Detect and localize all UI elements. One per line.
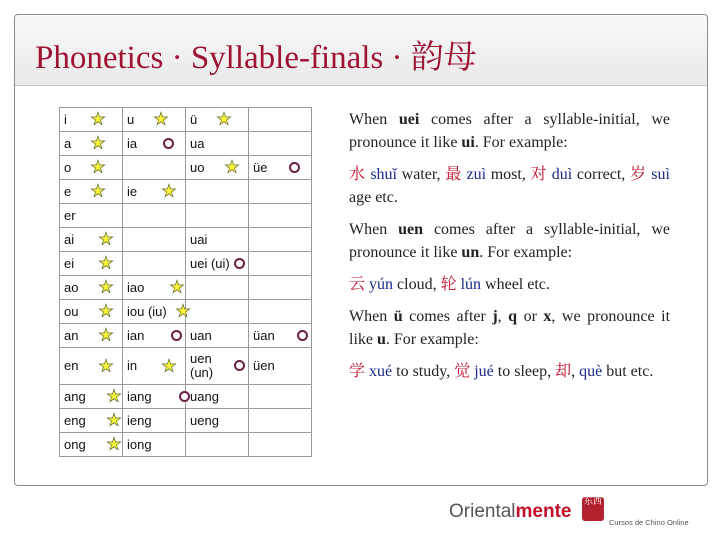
table-cell <box>249 385 312 409</box>
final-label: ia <box>127 136 138 151</box>
final-label: ian <box>127 328 145 343</box>
star-icon <box>98 255 114 271</box>
table-row <box>60 385 312 409</box>
table-cell <box>60 324 123 348</box>
table-cell <box>186 348 249 385</box>
final-label: i <box>64 112 67 127</box>
final-label: a <box>64 136 72 151</box>
table-cell <box>249 108 312 132</box>
table-cell <box>186 300 249 324</box>
star-icon <box>90 183 106 199</box>
star-icon <box>98 279 114 295</box>
table-row <box>60 348 312 385</box>
table-cell <box>249 348 312 385</box>
text-run: , <box>571 363 580 380</box>
bold-term: q <box>508 308 518 325</box>
table-cell <box>123 385 186 409</box>
table-cell <box>249 409 312 433</box>
table-row <box>60 324 312 348</box>
text-run: cloud, <box>393 276 441 293</box>
pinyin: què <box>579 363 603 380</box>
star-icon <box>90 135 106 151</box>
hanzi: 云 <box>349 276 366 293</box>
table-cell <box>60 228 123 252</box>
final-label: eng <box>64 413 86 428</box>
star-icon <box>90 111 106 127</box>
final-label: ang <box>64 389 86 404</box>
bold-term: ui <box>461 134 475 151</box>
star-fill <box>100 233 112 245</box>
final-label: ou <box>64 304 79 319</box>
stamp-text: 东西 <box>583 497 602 507</box>
star-fill <box>155 113 167 125</box>
star-icon <box>106 388 122 404</box>
star-fill <box>100 360 112 372</box>
final-label: uen (un) <box>190 351 214 380</box>
star-icon <box>224 159 240 175</box>
final-label: ü <box>190 112 198 127</box>
table-cell <box>249 204 312 228</box>
bold-term: un <box>461 244 480 261</box>
table-row <box>60 252 312 276</box>
paragraph-u-umlaut-examples <box>349 360 670 383</box>
star-icon <box>106 412 122 428</box>
final-label: ai <box>64 232 75 247</box>
table-cell <box>123 204 186 228</box>
text-run: When <box>349 308 394 325</box>
final-label: uo <box>190 160 205 175</box>
hanzi: 最 <box>445 166 462 183</box>
table-row <box>60 180 312 204</box>
table-cell <box>186 132 249 156</box>
circle-icon <box>163 138 174 149</box>
star-fill <box>100 305 112 317</box>
star-fill <box>92 185 104 197</box>
text-run: comes after <box>402 308 493 325</box>
text-run: When <box>349 221 399 238</box>
final-label: iou (iu) <box>127 304 167 319</box>
star-fill <box>100 257 112 269</box>
star-icon <box>98 327 114 343</box>
bold-term: x <box>543 308 552 325</box>
table-cell <box>60 132 123 156</box>
paragraph-uen <box>349 218 670 264</box>
star-icon <box>106 436 122 452</box>
text-run: but etc. <box>602 363 654 380</box>
star-icon <box>169 279 185 295</box>
star-fill <box>92 161 104 173</box>
hanzi: 对 <box>530 166 548 183</box>
final-label: iao <box>127 280 145 295</box>
bold-term: ü <box>393 308 403 325</box>
star-fill <box>100 329 112 341</box>
table-cell <box>60 276 123 300</box>
final-label: an <box>64 328 79 343</box>
final-label: uai <box>190 232 208 247</box>
table-cell <box>123 409 186 433</box>
table-row <box>60 108 312 132</box>
text-run: wheel etc. <box>481 276 550 293</box>
star-fill <box>171 281 183 293</box>
table-cell <box>249 324 312 348</box>
final-label: üen <box>253 358 275 373</box>
table-cell <box>186 204 249 228</box>
hanzi: 却 <box>555 363 572 380</box>
table-row <box>60 409 312 433</box>
table-row <box>60 156 312 180</box>
circle-icon <box>234 258 245 269</box>
circle-icon <box>171 330 182 341</box>
table-cell <box>123 276 186 300</box>
hanzi: 学 <box>349 363 366 380</box>
star-fill <box>92 113 104 125</box>
final-label: ei <box>64 256 75 271</box>
table-row <box>60 204 312 228</box>
table-cell <box>123 300 186 324</box>
table-cell <box>186 252 249 276</box>
text-run: , <box>497 308 509 325</box>
text-run: When <box>349 111 399 128</box>
table-cell <box>60 108 123 132</box>
pinyin: suì <box>651 166 670 183</box>
table-cell <box>123 324 186 348</box>
table-cell <box>186 433 249 457</box>
final-label: ie <box>127 184 138 199</box>
table-cell <box>249 276 312 300</box>
table-cell <box>249 300 312 324</box>
star-fill <box>108 438 120 450</box>
table-cell <box>249 180 312 204</box>
table-cell <box>60 433 123 457</box>
table-cell <box>123 348 186 385</box>
table-cell <box>249 156 312 180</box>
pinyin: zuì <box>466 166 487 183</box>
bold-term: j <box>492 308 498 325</box>
bold-term: uen <box>398 221 424 238</box>
text-run: . For example: <box>474 134 568 151</box>
table-cell <box>123 252 186 276</box>
table-cell <box>123 132 186 156</box>
table-cell <box>186 409 249 433</box>
final-label: iang <box>127 389 152 404</box>
hanzi: 岁 <box>629 166 647 183</box>
text-run: . For example: <box>385 331 479 348</box>
final-label: ao <box>64 280 79 295</box>
star-icon <box>98 358 114 374</box>
table-row <box>60 132 312 156</box>
hanzi: 觉 <box>454 363 471 380</box>
table-cell <box>60 156 123 180</box>
table-cell <box>186 324 249 348</box>
star-icon <box>98 231 114 247</box>
text-run: to study, <box>392 363 455 380</box>
table-row <box>60 228 312 252</box>
logo-text-bold: mente <box>515 501 572 522</box>
star-fill <box>92 137 104 149</box>
bold-term: uei <box>398 111 420 128</box>
text-run: most, <box>486 166 531 183</box>
final-label: uang <box>190 389 219 404</box>
circle-icon <box>289 162 300 173</box>
paragraph-uei <box>349 108 670 154</box>
table-cell <box>60 348 123 385</box>
star-icon <box>98 303 114 319</box>
circle-icon <box>297 330 308 341</box>
table-row <box>60 300 312 324</box>
final-label: üe <box>253 160 268 175</box>
circle-icon <box>179 391 190 402</box>
table-cell <box>123 108 186 132</box>
table-cell <box>249 228 312 252</box>
text-run: to sleep, <box>493 363 556 380</box>
table-cell <box>60 300 123 324</box>
title-bar <box>15 15 707 86</box>
table-cell <box>249 252 312 276</box>
star-fill <box>108 390 120 402</box>
table-cell <box>60 409 123 433</box>
paragraph-u-umlaut <box>349 305 670 351</box>
final-label: en <box>64 358 79 373</box>
star-icon <box>90 159 106 175</box>
star-icon <box>153 111 169 127</box>
tagline: Cursos de Chino Online <box>609 518 689 527</box>
star-fill <box>226 161 238 173</box>
circle-icon <box>234 360 245 371</box>
final-label: u <box>127 112 135 127</box>
final-label: ua <box>190 136 205 151</box>
hanzi: 轮 <box>440 276 457 293</box>
star-icon <box>216 111 232 127</box>
table-cell <box>249 132 312 156</box>
paragraph-uen-examples <box>349 273 670 296</box>
star-fill <box>163 360 175 372</box>
final-label: o <box>64 160 72 175</box>
explanation-text <box>349 108 670 392</box>
star-fill <box>163 185 175 197</box>
table-cell <box>186 228 249 252</box>
table-cell <box>123 433 186 457</box>
table-cell <box>249 433 312 457</box>
final-label: in <box>127 358 138 373</box>
final-label: uan <box>190 328 212 343</box>
pinyin: duì <box>551 166 573 183</box>
text-run: comes after a syllable-initial, we pronounce it like <box>349 111 671 151</box>
text-run: . For example: <box>479 244 573 261</box>
final-label: ong <box>64 437 86 452</box>
text-run: comes after a syllable-initial, we pronounce it like <box>349 221 670 261</box>
pinyin: jué <box>474 363 494 380</box>
table-cell <box>123 156 186 180</box>
logo-text-light: Oriental <box>449 501 516 522</box>
final-label: üan <box>253 328 275 343</box>
finals-table <box>59 107 312 457</box>
slide-title: Phonetics · Syllable-finals · 韵母 <box>35 40 477 76</box>
star-fill <box>108 414 120 426</box>
final-label: e <box>64 184 72 199</box>
bold-term: u <box>377 331 386 348</box>
text-run: water, <box>396 166 446 183</box>
table-cell <box>60 385 123 409</box>
seal-stamp <box>582 497 604 521</box>
text-run: correct, <box>572 166 630 183</box>
pinyin: yún <box>369 276 394 293</box>
pinyin: xué <box>369 363 393 380</box>
table-cell <box>60 252 123 276</box>
table-cell <box>186 180 249 204</box>
text-run: or <box>517 308 544 325</box>
final-label: ueng <box>190 413 219 428</box>
orientalmente-logo <box>449 501 572 523</box>
table-cell <box>186 156 249 180</box>
final-label: uei (ui) <box>190 256 230 271</box>
text-run: , we pronounce it like <box>349 308 671 348</box>
table-row <box>60 433 312 457</box>
hanzi: 水 <box>349 166 366 183</box>
final-label: iong <box>127 437 152 452</box>
table-cell <box>186 276 249 300</box>
final-label: ieng <box>127 413 152 428</box>
star-fill <box>218 113 230 125</box>
text-run: age etc. <box>349 189 398 206</box>
table-cell <box>60 204 123 228</box>
star-icon <box>161 358 177 374</box>
pinyin: shuǐ <box>370 166 397 183</box>
table-cell <box>123 228 186 252</box>
star-icon <box>161 183 177 199</box>
star-fill <box>100 281 112 293</box>
final-label: er <box>64 208 76 223</box>
table-cell <box>186 385 249 409</box>
table-cell <box>123 180 186 204</box>
table-row <box>60 276 312 300</box>
paragraph-uei-examples <box>349 163 670 209</box>
table-cell <box>186 108 249 132</box>
table-cell <box>60 180 123 204</box>
pinyin: lún <box>460 276 482 293</box>
